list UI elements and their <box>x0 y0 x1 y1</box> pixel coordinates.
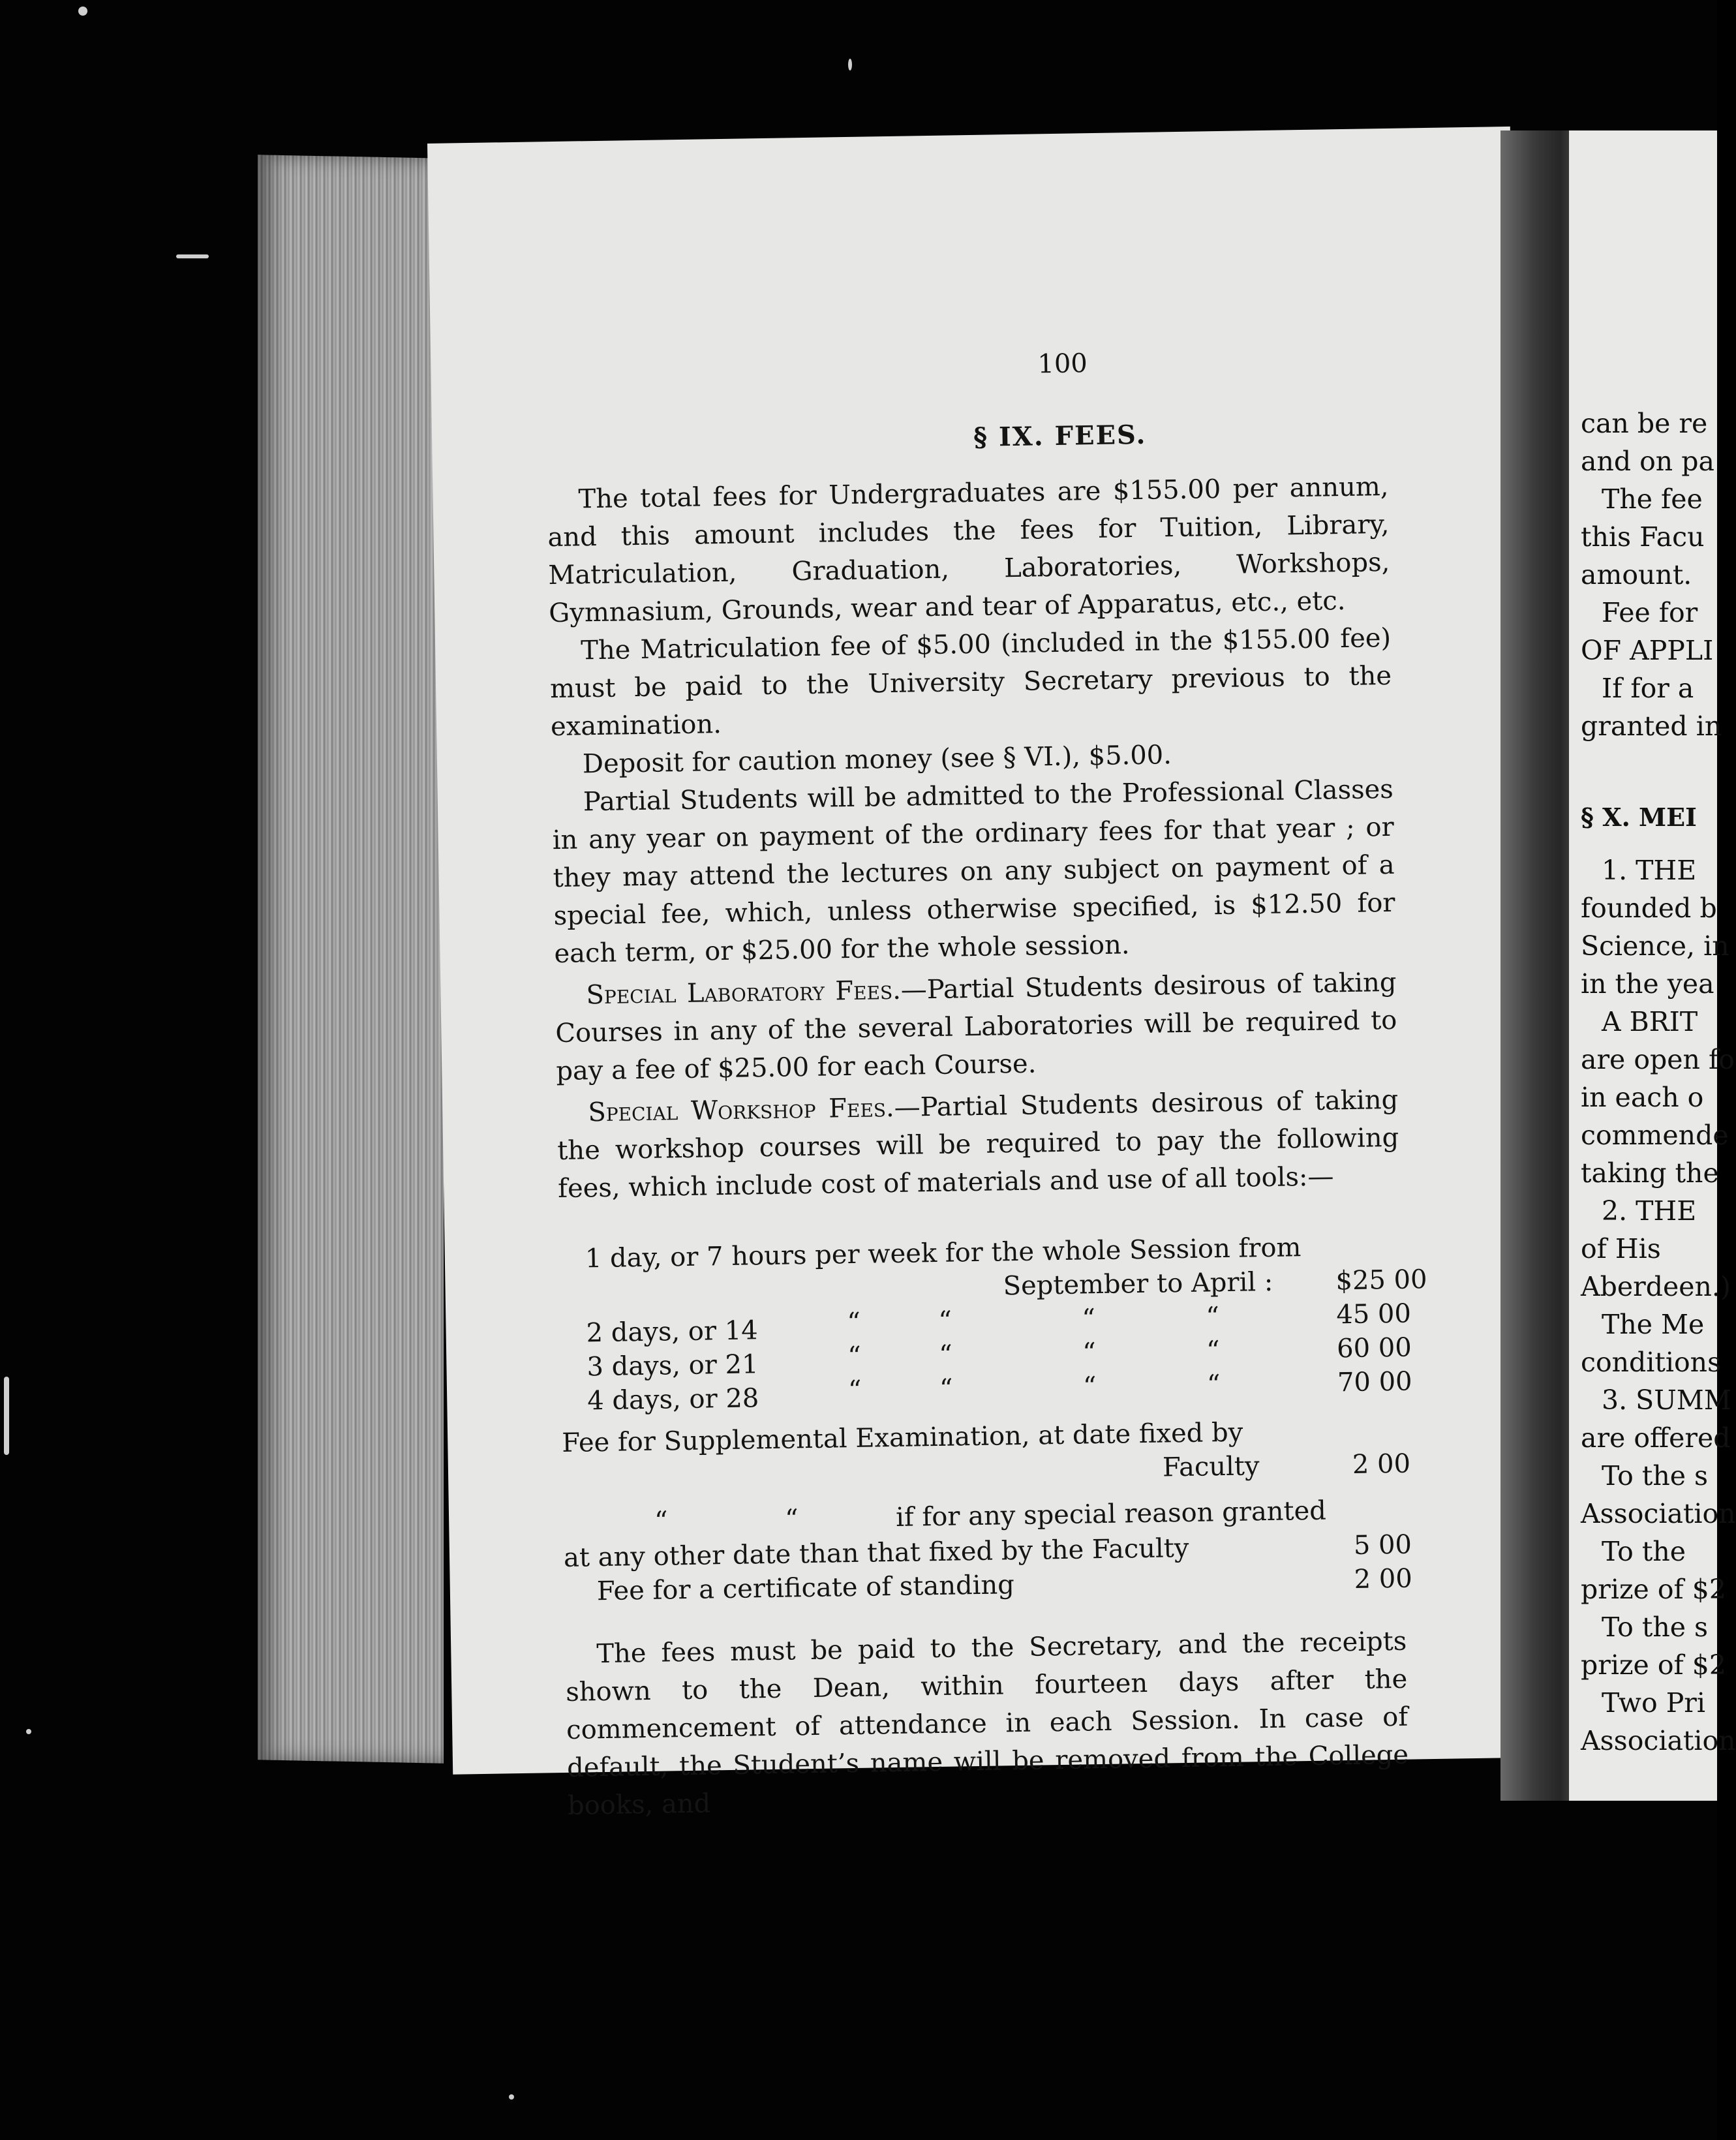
fee-row-3-days-amount: 60 00 <box>1336 1332 1412 1364</box>
special-reason-ditto-1: “ <box>654 1506 669 1536</box>
certificate-amount: 2 00 <box>1354 1563 1413 1595</box>
right-line: are open fo <box>1581 1044 1735 1075</box>
right-line: The Me <box>1602 1309 1705 1340</box>
dust-speck <box>26 1729 31 1734</box>
paragraph-partial-students: Partial Students will be admitted to the Professional Classes in any year on payment of the ordinary fees for that year ; or they may attend the lectures on any subject on payment of a special fee, which, unless otherwise specified, is $12.50 for each term, or $25.00 for the whole session. <box>552 774 1395 970</box>
right-line: taking the <box>1581 1157 1719 1189</box>
supplemental-exam-amount: 2 00 <box>1352 1448 1411 1480</box>
dust-speck <box>176 254 209 258</box>
fee-row-3-ditto-3: “ <box>1082 1338 1097 1368</box>
lab-fees-text: —Partial Students desirous of taking Courses in any of the several Laboratories will be required to pay a fee of $25.00 for each Course. <box>555 967 1397 1087</box>
fee-row-1-day-line2: September to April : <box>1003 1266 1273 1302</box>
special-reason-ditto-2: “ <box>784 1504 799 1535</box>
other-date-line: at any other date than that fixed by the Faculty <box>563 1533 1189 1573</box>
fee-row-4-days-label: 4 days, or 28 <box>586 1383 759 1416</box>
fee-row-2-ditto-3: “ <box>1082 1304 1096 1334</box>
right-line: To the s <box>1602 1612 1709 1643</box>
right-line: Fee for <box>1602 597 1698 628</box>
right-line: conditions <box>1581 1347 1722 1378</box>
right-line: are offered <box>1581 1422 1731 1454</box>
paragraph-fee-payment: The fees must be paid to the Secretary, and the receipts shown to the Dean, within fourteen days after the commencement of attendance in each Session. In case of default, the Student’s name will be removed from the College books, and <box>565 1626 1409 1821</box>
fee-row-4-ditto-1: “ <box>847 1375 862 1406</box>
paragraph-lab-fees <box>555 964 1398 1090</box>
paragraph-workshop-fees <box>556 1081 1400 1208</box>
fee-row-3-days-label: 3 days, or 21 <box>586 1349 759 1383</box>
fee-row-3-ditto-1: “ <box>847 1341 862 1372</box>
fee-row-2-ditto-1: “ <box>847 1307 861 1338</box>
fee-row-1-day-line1: 1 day, or 7 hours per week for the whole Session from <box>585 1232 1302 1274</box>
right-line: amount. <box>1581 559 1692 590</box>
right-line: Two Pri <box>1602 1687 1705 1719</box>
page-number: 100 <box>1037 348 1088 380</box>
right-line: To the s <box>1602 1460 1709 1491</box>
fee-row-3-ditto-4: “ <box>1206 1336 1221 1366</box>
fee-row-4-days-amount: 70 00 <box>1337 1366 1412 1398</box>
right-line: The fee <box>1602 483 1703 515</box>
lab-fees-label: Special Laboratory Fees. <box>586 975 902 1011</box>
special-reason-line: if for any special reason granted <box>895 1495 1327 1533</box>
fee-row-4-ditto-3: “ <box>1082 1371 1097 1402</box>
right-line: commende <box>1581 1120 1729 1151</box>
right-line: 2. THE <box>1602 1195 1697 1227</box>
fee-row-4-ditto-2: “ <box>939 1373 953 1404</box>
right-line: Science, in <box>1581 930 1729 962</box>
fee-row-3-ditto-2: “ <box>938 1339 953 1370</box>
right-line: 3. SUMM <box>1602 1384 1731 1416</box>
right-line: A BRIT <box>1602 1006 1698 1037</box>
certificate-line: Fee for a certificate of standing <box>596 1570 1015 1607</box>
right-line: prize of $2 <box>1581 1649 1726 1681</box>
fee-row-4-ditto-4: “ <box>1206 1369 1221 1400</box>
right-line: OF APPLI <box>1581 635 1714 666</box>
workshop-fee-table <box>559 1231 1427 1610</box>
right-line: can be re <box>1581 408 1708 439</box>
dust-speck <box>509 2094 514 2100</box>
dust-speck <box>4 1377 9 1455</box>
paragraph-matriculation: The Matriculation fee of $5.00 (included in the $155.00 fee) must be paid to the University Secretary previous to the examination. <box>549 622 1392 742</box>
workshop-fees-text: —Partial Students desirous of taking the workshop courses will be required to pay the following fees, which include cost of materials and use of all tools:— <box>556 1084 1399 1204</box>
paragraph-caution-money: Deposit for caution money (see § VI.), $5.00. <box>582 740 1172 780</box>
dust-speck <box>848 59 852 70</box>
page-edge-leaves <box>258 155 444 1763</box>
supplemental-exam-line2: Faculty <box>1162 1451 1260 1483</box>
right-line: and on pa <box>1581 446 1714 477</box>
dust-speck <box>78 7 87 16</box>
right-line: of His <box>1581 1233 1661 1264</box>
right-line: prize of $2 <box>1581 1574 1726 1605</box>
fee-row-1-day-amount: $25 00 <box>1335 1264 1427 1296</box>
right-line: granted in <box>1581 711 1722 742</box>
paragraph-undergrad-fees: The total fees for Undergraduates are $155.00 per annum, and this amount includes the fees for Tuition, Library, Matriculation, Graduation, Laboratories, Workshops, Gymnasium, Grounds, wear and tear of Apparatus, etc., etc. <box>547 471 1390 629</box>
right-line: Aberdeen.) <box>1581 1271 1731 1302</box>
workshop-fees-label: Special Workshop Fees. <box>587 1092 895 1128</box>
body-text <box>547 468 1427 1851</box>
right-section-heading: § X. MEI <box>1581 802 1697 832</box>
right-line: Association <box>1581 1498 1736 1529</box>
fee-row-2-ditto-2: “ <box>938 1306 952 1336</box>
fee-row-2-ditto-4: “ <box>1206 1302 1220 1332</box>
fee-row-2-days-label: 2 days, or 14 <box>586 1315 758 1349</box>
right-line: If for a <box>1602 673 1694 704</box>
section-heading: § IX. FEES. <box>973 419 1147 453</box>
right-line: Association <box>1581 1725 1736 1756</box>
right-line: this Facu <box>1581 521 1705 553</box>
right-line: founded b <box>1581 893 1717 924</box>
left-page <box>427 127 1536 1821</box>
supplemental-exam-line1: Fee for Supplemental Examination, at date fixed by <box>561 1417 1243 1459</box>
fee-row-2-days-amount: 45 00 <box>1336 1298 1412 1330</box>
right-line: in each o <box>1581 1082 1704 1113</box>
right-line: in the yea <box>1581 968 1714 1000</box>
right-line: To the <box>1602 1536 1686 1567</box>
other-date-amount: 5 00 <box>1353 1529 1412 1561</box>
right-line: 1. THE <box>1602 855 1697 886</box>
right-page-fragment <box>1569 130 1736 1801</box>
